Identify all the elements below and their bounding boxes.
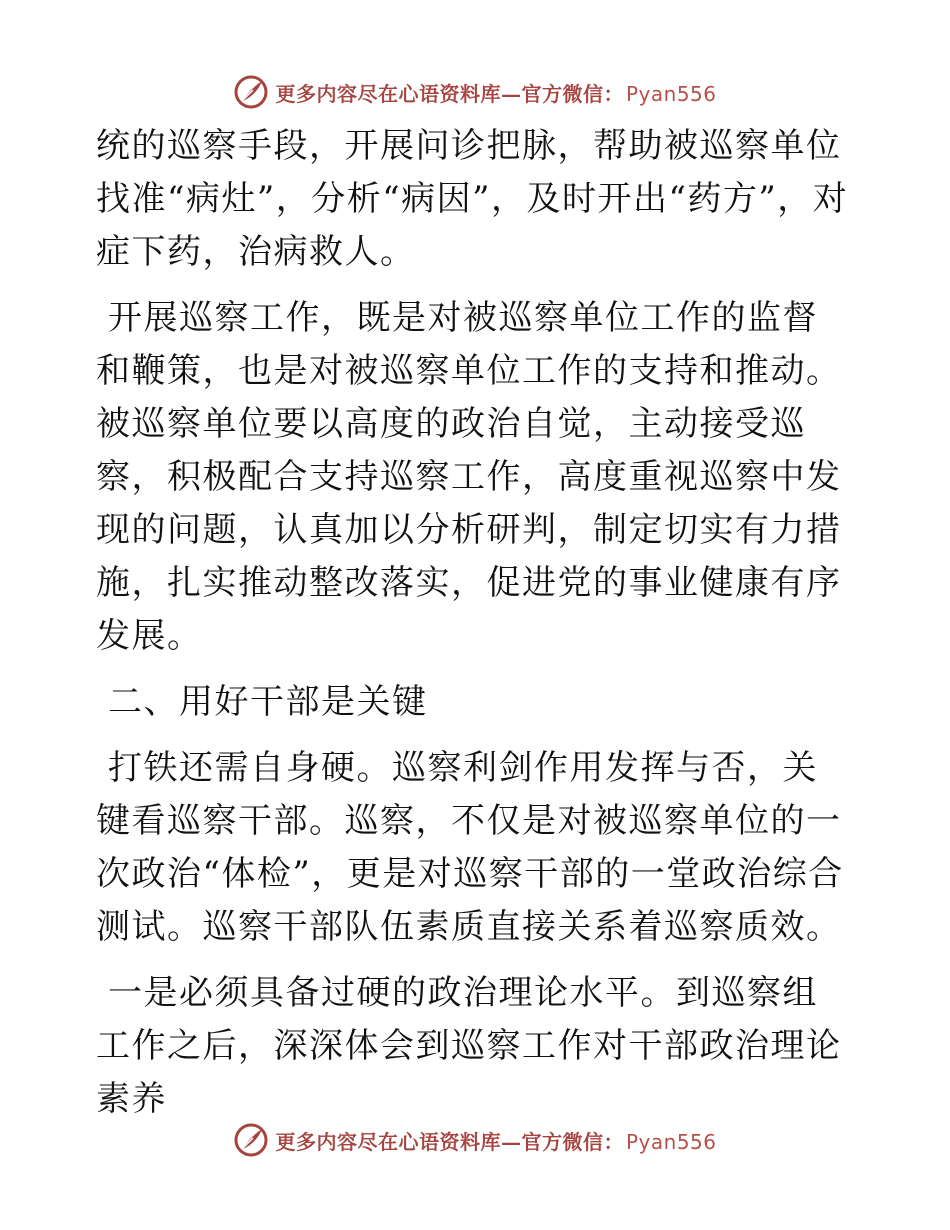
paragraph-2: 开展巡察工作，既是对被巡察单位工作的监督和鞭策，也是对被巡察单位工作的支持和推动。被巡察单位要以高度的政治自觉，主动接受巡察，积极配合支持巡察工作，高度重视巡察中发现的问题，认真加以分析研判，制定切实有力措施，扎实推动整改落实，促进党的事业健康有序发展。 [96, 298, 842, 656]
feather-quill-icon [233, 1122, 269, 1158]
header-watermark [0, 72, 950, 112]
footer-watermark [0, 1120, 950, 1160]
watermark-text: 更多内容尽在心语资料库—官方微信： Pyan556 [275, 1129, 717, 1154]
section-heading: 二、用好干部是关键 [108, 682, 428, 722]
feather-quill-icon [233, 74, 269, 110]
paragraph-1: 统的巡察手段，开展问诊把脉，帮助被巡察单位找准“病灶”，分析“病因”，及时开出“药方”，对症下药，治病救人。 [96, 126, 849, 272]
paragraph-4: 一是必须具备过硬的政治理论水平。到巡察组工作之后，深深体会到巡察工作对干部政治理论素养 [96, 973, 842, 1119]
document-body [96, 120, 852, 1126]
watermark-text: 更多内容尽在心语资料库—官方微信： Pyan556 [275, 81, 717, 106]
paragraph-3: 打铁还需自身硬。巡察利剑作用发挥与否，关键看巡察干部。巡察，不仅是对被巡察单位的一次政治“体检”，更是对巡察干部的一堂政治综合测试。巡察干部队伍素质直接关系着巡察质效。 [96, 748, 844, 947]
